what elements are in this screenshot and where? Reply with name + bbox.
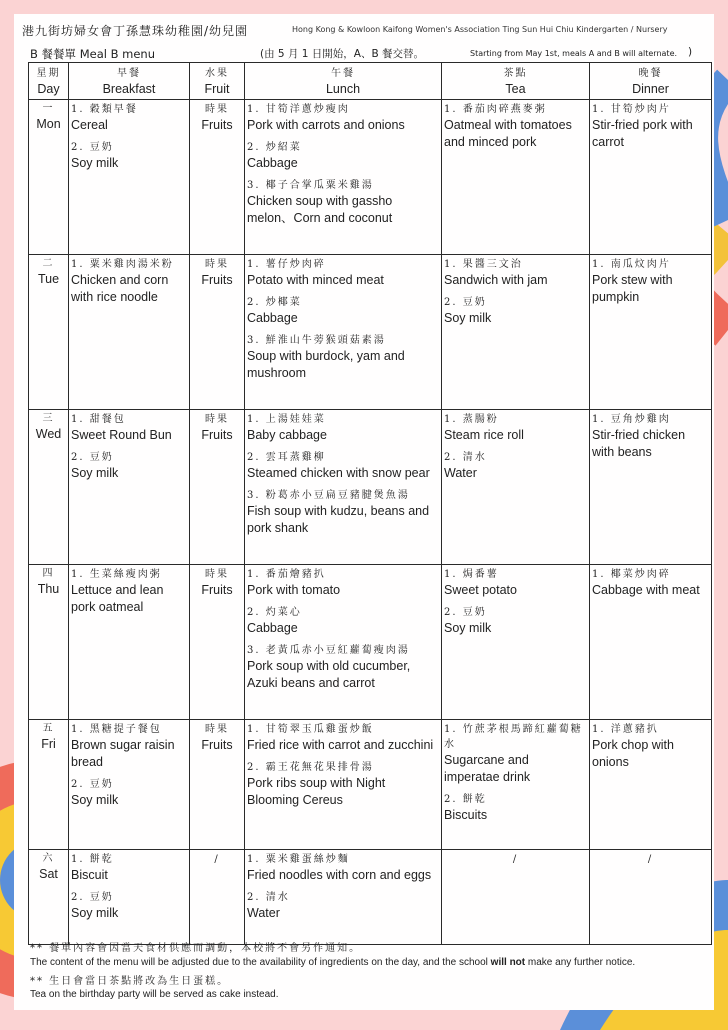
fruit-label-en: Fruits <box>201 273 233 287</box>
menu-item-en: Biscuits <box>444 808 488 822</box>
breakfast-cell <box>69 720 190 850</box>
menu-item-en: Steam rice roll <box>444 428 524 442</box>
menu-item-en: Soy milk <box>444 311 492 325</box>
menu-item-en: Water <box>444 466 477 480</box>
footer-note-1-en: The content of the menu will be adjusted due to the availability of ingredients on the day, and the school will not make any further notice. <box>30 957 636 968</box>
tea-cell <box>442 410 590 565</box>
table-row <box>29 255 712 410</box>
dinner-cell <box>590 100 712 255</box>
menu-note-zh: (由 5 月 1 日開始，A、B 餐交替。 <box>260 48 425 60</box>
menu-item <box>444 257 587 289</box>
menu-item-zh: 1. 生菜絲瘦肉粥 <box>71 569 162 580</box>
menu-item-en: Fish soup with kudzu, beans and pork shank <box>247 504 430 535</box>
column-header-lunch: 午餐 Lunch <box>245 63 442 100</box>
menu-item-en: Cabbage <box>247 156 298 170</box>
menu-item <box>247 450 439 482</box>
day-label-en: Fri <box>41 737 56 751</box>
menu-item-en: Lettuce and lean pork oatmeal <box>71 583 164 614</box>
menu-item-en: Stir-fried chicken with beans <box>592 428 686 459</box>
menu-item-en: Cabbage <box>247 311 298 325</box>
menu-note-en: Starting from May 1st, meals A and B will alternate. <box>470 49 678 58</box>
day-label-zh: 五 <box>42 723 55 734</box>
lunch-cell <box>245 850 442 945</box>
fruit-cell <box>190 565 245 720</box>
menu-item <box>247 605 439 637</box>
day-label-en: Thu <box>37 582 60 596</box>
menu-item-en: Oatmeal with tomatoes and minced pork <box>444 118 572 149</box>
day-label-zh: 一 <box>42 103 55 114</box>
menu-item <box>247 412 439 444</box>
menu-item <box>71 567 187 616</box>
lunch-cell <box>245 100 442 255</box>
menu-item-zh: 1. 上湯娃娃菜 <box>247 414 326 425</box>
day-cell <box>29 565 69 720</box>
menu-item-en: Fried noodles with corn and eggs <box>247 868 432 882</box>
menu-item-en: Chicken and corn with rice noodle <box>71 273 169 304</box>
menu-item-en: Pork chop with onions <box>592 738 674 769</box>
footer-note-2-zh: ** 生日會當日茶點將改為生日蛋糕。 <box>30 976 230 987</box>
menu-item <box>444 412 587 444</box>
menu-item-zh: / <box>512 854 519 865</box>
menu-item <box>444 102 587 151</box>
menu-item-zh: 2. 豆奶 <box>71 142 114 153</box>
menu-item <box>71 722 187 771</box>
menu-item-zh: 1. 穀類早餐 <box>71 104 138 115</box>
menu-item-zh: 1. 甘筍炒肉片 <box>592 104 671 115</box>
day-label-zh: 三 <box>42 413 55 424</box>
menu-item <box>444 295 587 327</box>
fruit-label-en: Fruits <box>201 118 233 132</box>
tea-cell <box>442 720 590 850</box>
day-label-en: Wed <box>35 427 62 441</box>
fruit-cell <box>190 410 245 565</box>
menu-item <box>444 852 587 867</box>
menu-title: B 餐餐單 Meal B menu <box>30 47 155 61</box>
menu-item-zh: 1. 豆角炒雞肉 <box>592 414 671 425</box>
fruit-cell <box>190 100 245 255</box>
breakfast-cell <box>69 100 190 255</box>
column-header-day: 星期 Day <box>29 63 69 100</box>
menu-item <box>247 295 439 327</box>
column-header-fruit: 水果 Fruit <box>190 63 245 100</box>
menu-item <box>592 102 709 151</box>
footer-note-1-zh: ** 餐單內容會因當天食材供應而調動，本校將不會另作通知。 <box>30 943 362 954</box>
tea-cell <box>442 850 590 945</box>
menu-item-en: Potato with minced meat <box>247 273 384 287</box>
menu-item-zh: 2. 清水 <box>247 892 290 903</box>
menu-item <box>592 567 709 599</box>
menu-item-en: Sweet Round Bun <box>71 428 172 442</box>
fruit-label-zh: 時果 <box>205 569 229 580</box>
menu-item <box>71 102 187 134</box>
menu-item-en: Cereal <box>71 118 108 132</box>
menu-item-zh: 1. 南瓜炆肉片 <box>592 259 671 270</box>
menu-item-zh: 1. 蒸腸粉 <box>444 414 499 425</box>
menu-item-en: Pork with tomato <box>247 583 341 597</box>
table-row <box>29 720 712 850</box>
menu-item <box>71 777 187 809</box>
day-cell <box>29 100 69 255</box>
menu-item <box>247 102 439 134</box>
menu-item-zh: 1. 黑糖提子餐包 <box>71 724 162 735</box>
menu-item-en: Water <box>247 906 280 920</box>
menu-item-en: Soy milk <box>71 466 119 480</box>
menu-item <box>444 792 587 824</box>
menu-item-zh: 2. 清水 <box>444 452 487 463</box>
menu-item-en: Chicken soup with gassho melon、Corn and coconut <box>247 194 393 225</box>
day-cell <box>29 410 69 565</box>
menu-item-zh: 1. 番茄肉碎燕麥粥 <box>444 104 547 115</box>
menu-item-en: Pork with carrots and onions <box>247 118 405 132</box>
menu-item <box>247 488 439 537</box>
menu-item-zh: 1. 焗番薯 <box>444 569 499 580</box>
menu-item <box>247 257 439 289</box>
menu-item-en: Brown sugar raisin bread <box>71 738 175 769</box>
dinner-cell <box>590 720 712 850</box>
menu-item-zh: 1. 甘筍洋蔥炒瘦肉 <box>247 104 350 115</box>
menu-item-en: Soy milk <box>444 621 492 635</box>
fruit-cell <box>190 255 245 410</box>
menu-item-zh: 1. 椰菜炒肉碎 <box>592 569 671 580</box>
day-cell <box>29 255 69 410</box>
menu-item-en: Soup with burdock, yam and mushroom <box>247 349 405 380</box>
fruit-cell <box>190 720 245 850</box>
breakfast-cell <box>69 410 190 565</box>
menu-item-zh: 1. 粟米雞肉湯米粉 <box>71 259 174 270</box>
school-name-zh: 港九街坊婦女會丁孫慧珠幼稚園/幼兒園 <box>22 24 249 38</box>
menu-item <box>444 450 587 482</box>
menu-item <box>247 643 439 692</box>
table-header-row <box>29 63 712 100</box>
fruit-label-en: Fruits <box>201 738 233 752</box>
menu-item-zh: 2. 豆奶 <box>71 452 114 463</box>
breakfast-cell <box>69 565 190 720</box>
column-header-dinner: 晚餐 Dinner <box>590 63 712 100</box>
fruit-label-en: Fruits <box>201 428 233 442</box>
menu-item <box>592 412 709 461</box>
menu-item-zh: 3. 椰子合掌瓜粟米雞湯 <box>247 180 374 191</box>
menu-item-en: Steamed chicken with snow pear <box>247 466 430 480</box>
menu-item-zh: 1. 洋蔥豬扒 <box>592 724 659 735</box>
table-row <box>29 100 712 255</box>
menu-item-zh: 1. 甘筍翠玉瓜雞蛋炒飯 <box>247 724 374 735</box>
menu-item-zh: 2. 炒紹菜 <box>247 142 302 153</box>
menu-item-zh: 1. 果醬三文治 <box>444 259 523 270</box>
menu-note-close: ) <box>688 46 693 58</box>
menu-item-zh: 1. 甜餐包 <box>71 414 126 425</box>
menu-item-zh: 2. 豆奶 <box>71 779 114 790</box>
breakfast-cell <box>69 850 190 945</box>
menu-item <box>247 178 439 227</box>
fruit-label-zh: 時果 <box>205 104 229 115</box>
table-row <box>29 410 712 565</box>
menu-item-zh: 2. 雲耳蒸雞柳 <box>247 452 326 463</box>
menu-item <box>247 722 439 754</box>
tea-cell <box>442 255 590 410</box>
menu-item-en: Baby cabbage <box>247 428 327 442</box>
menu-item-zh: 2. 霸王花無花果排骨湯 <box>247 762 374 773</box>
column-header-tea: 茶點 Tea <box>442 63 590 100</box>
menu-item <box>247 760 439 809</box>
day-label-zh: 二 <box>42 258 55 269</box>
day-label-en: Mon <box>36 117 61 131</box>
menu-item-zh: 1. 餅乾 <box>71 854 114 865</box>
dinner-cell <box>590 565 712 720</box>
menu-item-en: Soy milk <box>71 793 119 807</box>
menu-item-zh: 2. 豆奶 <box>444 607 487 618</box>
fruit-label-zh: 時果 <box>205 724 229 735</box>
school-name-en: Hong Kong & Kowloon Kaifong Women's Association Ting Sun Hui Chiu Kindergarten / Nursery <box>292 25 668 34</box>
fruit-label-zh: / <box>214 854 220 865</box>
day-label-en: Sat <box>39 867 58 881</box>
tea-cell <box>442 565 590 720</box>
menu-item-en: Sugarcane and imperatae drink <box>444 753 531 784</box>
lunch-cell <box>245 255 442 410</box>
menu-item-zh: 2. 餅乾 <box>444 794 487 805</box>
lunch-cell <box>245 720 442 850</box>
lunch-cell <box>245 410 442 565</box>
menu-item <box>247 140 439 172</box>
menu-item <box>444 567 587 599</box>
menu-item-zh: 2. 炒椰菜 <box>247 297 302 308</box>
menu-item <box>71 852 187 884</box>
menu-item-en: Soy milk <box>71 156 119 170</box>
menu-item <box>444 722 587 786</box>
menu-item <box>71 140 187 172</box>
menu-item-zh: 3. 粉葛赤小豆扁豆豬腱煲魚湯 <box>247 490 410 501</box>
menu-item <box>71 890 187 922</box>
menu-item <box>592 852 709 867</box>
menu-table <box>28 62 712 945</box>
menu-item <box>247 567 439 599</box>
fruit-cell <box>190 850 245 945</box>
menu-item-en: Cabbage with meat <box>592 583 700 597</box>
dinner-cell <box>590 410 712 565</box>
menu-item-en: Soy milk <box>71 906 119 920</box>
tea-cell <box>442 100 590 255</box>
menu-item-zh: 2. 灼菜心 <box>247 607 302 618</box>
menu-item-zh: 1. 粟米雞蛋絲炒麵 <box>247 854 350 865</box>
menu-item <box>71 450 187 482</box>
table-row <box>29 565 712 720</box>
menu-item-en: Biscuit <box>71 868 108 882</box>
menu-item <box>247 333 439 382</box>
dinner-cell <box>590 850 712 945</box>
menu-item-zh: 1. 竹蔗茅根馬蹄紅蘿蔔糖水 <box>444 724 583 750</box>
day-cell <box>29 850 69 945</box>
menu-item-en: Pork ribs soup with Night Blooming Cereus <box>247 776 386 807</box>
dinner-cell <box>590 255 712 410</box>
column-header-breakfast: 早餐 Breakfast <box>69 63 190 100</box>
menu-item-zh: 1. 番茄燴豬扒 <box>247 569 326 580</box>
fruit-label-en: Fruits <box>201 583 233 597</box>
menu-item <box>71 257 187 306</box>
menu-item-en: Stir-fried pork with carrot <box>592 118 693 149</box>
table-row <box>29 850 712 945</box>
day-label-zh: 四 <box>42 568 55 579</box>
menu-item-zh: 3. 老黃瓜赤小豆紅蘿蔔瘦肉湯 <box>247 645 410 656</box>
day-cell <box>29 720 69 850</box>
day-label-zh: 六 <box>42 853 55 864</box>
menu-item <box>592 257 709 306</box>
menu-item-en: Fried rice with carrot and zucchini <box>247 738 434 752</box>
menu-item <box>247 852 439 884</box>
menu-item <box>71 412 187 444</box>
day-label-en: Tue <box>37 272 60 286</box>
menu-item-en: Cabbage <box>247 621 298 635</box>
menu-item <box>247 890 439 922</box>
menu-item <box>444 605 587 637</box>
menu-item-zh: 2. 豆奶 <box>444 297 487 308</box>
menu-item-zh: 3. 鮮淮山牛蒡猴頭菇素湯 <box>247 335 386 346</box>
footer-note-2-en: Tea on the birthday party will be served as cake instead. <box>30 989 279 1000</box>
menu-item-zh: 2. 豆奶 <box>71 892 114 903</box>
menu-item-zh: / <box>647 854 654 865</box>
fruit-label-zh: 時果 <box>205 414 229 425</box>
menu-item-en: Pork soup with old cucumber, Azuki beans and carrot <box>247 659 411 690</box>
menu-item-en: Pork stew with pumpkin <box>592 273 673 304</box>
menu-item-zh: 1. 薯仔炒肉碎 <box>247 259 326 270</box>
fruit-label-zh: 時果 <box>205 259 229 270</box>
breakfast-cell <box>69 255 190 410</box>
menu-item-en: Sweet potato <box>444 583 517 597</box>
menu-item-en: Sandwich with jam <box>444 273 548 287</box>
lunch-cell <box>245 565 442 720</box>
menu-item <box>592 722 709 771</box>
